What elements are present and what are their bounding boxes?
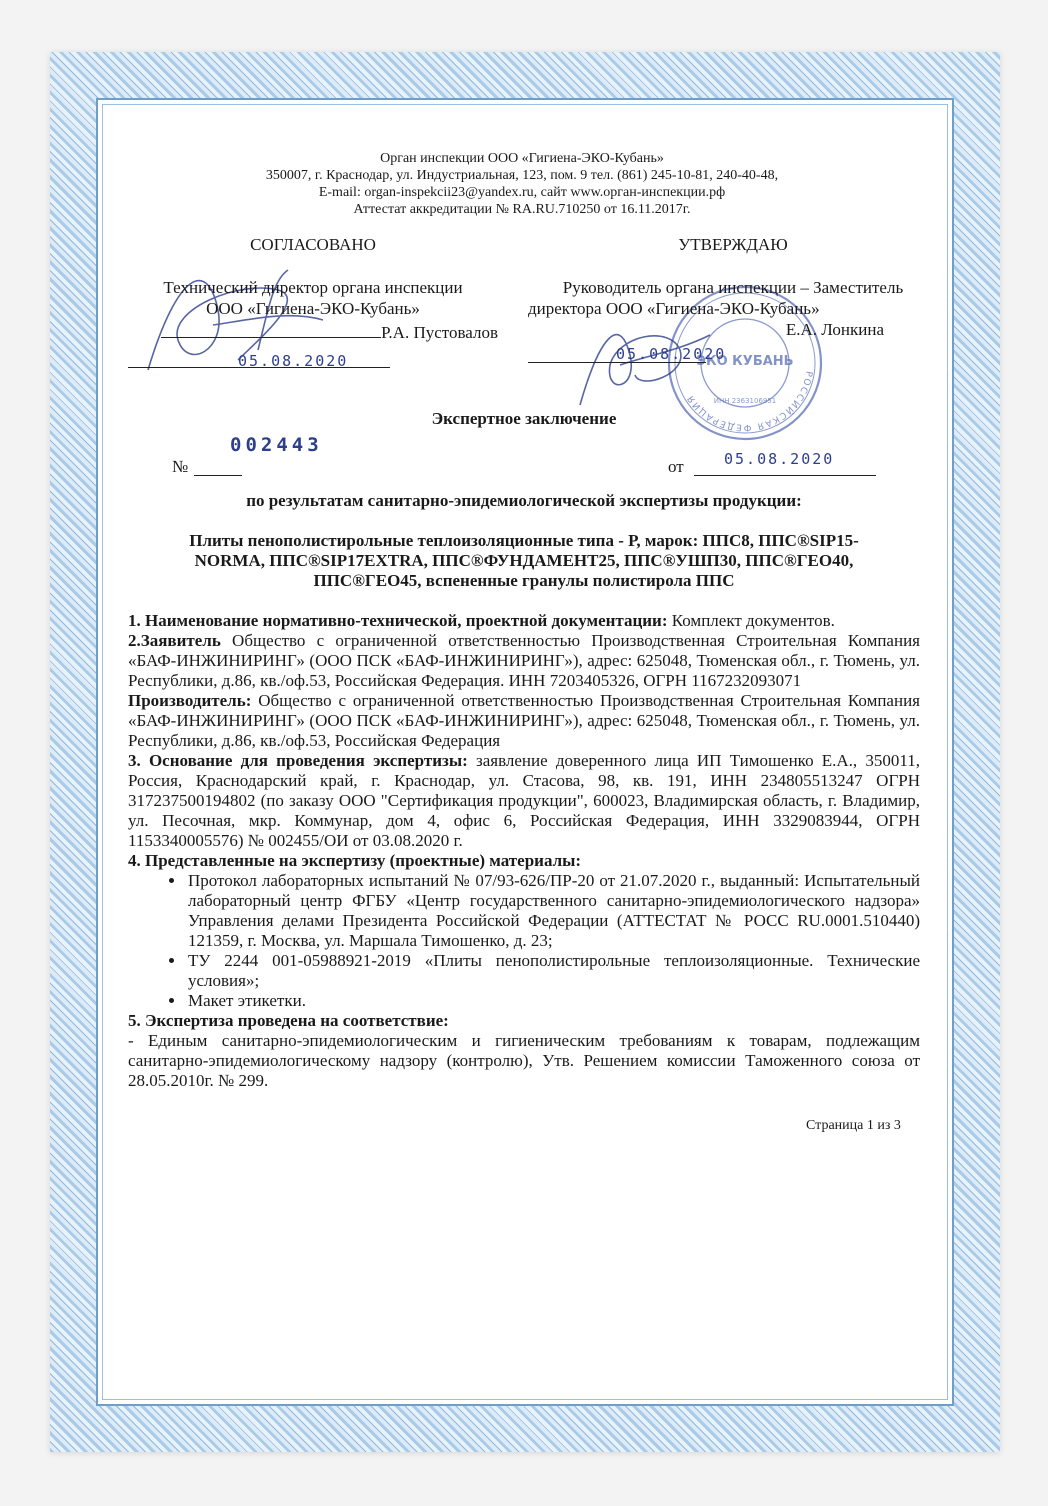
approval-left-heading: СОГЛАСОВАНО: [250, 235, 376, 254]
approval-right-position2: директора ООО «Гигиена-ЭКО-Кубань»: [528, 299, 820, 318]
document-date: 05.08.2020: [724, 450, 835, 468]
section-5-text: - Единым санитарно-эпидемиологическим и гигиеническим требованиям к товарам, подлежащим санитарно-эпидемиологическому надзору (контролю), Утв. Решением комиссии Таможенного союза от 28.05.2010г. № 299.: [128, 1031, 920, 1090]
approval-right-name: Е.А. Лонкина: [785, 320, 884, 339]
section-5-heading: 5. Экспертиза проведена на соответствие:: [128, 1011, 449, 1030]
product-line-1: Плиты пенополистирольные теплоизоляционные типа - Р, марок: ППС8, ППС®SIP15-: [189, 531, 859, 550]
approval-right-heading: УТВЕРЖДАЮ: [678, 235, 788, 254]
document-body: [128, 611, 920, 1091]
approval-left-position1: Технический директор органа инспекции: [163, 278, 463, 297]
product-line-3: ППС®ГЕО45, вспененные гранулы полистирола ППС: [313, 571, 735, 590]
seal-arc-text: РОССИЙСКАЯ ФЕДЕРАЦИЯ: [685, 370, 814, 433]
approval-right-position1: Руководитель органа инспекции – Заместитель: [562, 278, 904, 297]
product-line-2: NORMA, ППС®SIP17EXTRA, ППС®ФУНДАМЕНТ25, ППС®УШП30, ППС®ГЕО40,: [194, 551, 854, 570]
approval-left-date: 05.08.2020: [238, 352, 349, 370]
materials-list: [128, 871, 920, 1011]
section-2: 2.Заявитель Общество с ограниченной ответственностью Производственная Строительная Компания «БАФ-ИНЖИНИРИНГ» (ООО ПСК «БАФ-ИНЖИНИРИНГ»), адрес: 625048, Тюменская обл., г. Тюмень, ул. Республики, д.86, кв./оф.53, Российская Федерация. ИНН 7203405326, ОГРН 1167232093071: [128, 631, 920, 690]
approval-right: [528, 234, 938, 368]
section-1: 1. Наименование нормативно-технической, проектной документации: Комплект документов.: [128, 611, 835, 630]
list-item: • Протокол лабораторных испытаний № 07/93-626/ПР-20 от 21.07.2020 г., выданный: Испытательный лабораторный центр ФГБУ «Центр государственного санитарно-эпидемиологического надзора» Управления делами Президента Российской Федерации (АТТЕСТАТ № РОСС RU.0001.510440) 121359, г. Москва, ул. Маршала Тимошенко, д. 23;: [186, 871, 920, 951]
seal-inn-text: ИНН 2363106951: [713, 397, 777, 405]
approval-left: [128, 234, 498, 373]
document-subtitle: по результатам санитарно-эпидемиологической экспертизы продукции:: [246, 491, 802, 510]
list-item: • ТУ 2244 001-05988921-2019 «Плиты пенополистирольные теплоизоляционные. Технические условия»;: [186, 951, 920, 991]
letterhead-accreditation: Аттестат аккредитации № RA.RU.710250 от 16.11.2017г.: [353, 202, 691, 217]
product-name: [128, 531, 920, 591]
list-item: • Макет этикетки.: [186, 991, 920, 1011]
number-date-row: [128, 435, 920, 477]
section-4-heading: 4. Представленные на экспертизу (проектные) материалы:: [128, 851, 582, 870]
section-3: 3. Основание для проведения экспертизы: заявление доверенного лица ИП Тимошенко Е.А., 350011, Россия, Краснодарский край, г. Краснодар, ул. Стасова, 98, кв. 191, ИНН 234805513247 ОГРН 317237500194802 (по заказу ООО "Сертификация продукции", 600023, Владимирская область, г. Владимир, ул. Песочная, мкр. Коммунар, дом 4, офис 6, Российская Федерация, ИНН 3329083944, ОГРН 1153340005576) № 002455/ОИ от 03.08.2020 г.: [128, 751, 920, 850]
approval-left-name: Р.А. Пустовалов: [381, 323, 498, 342]
letterhead: [124, 150, 920, 218]
number-label: №: [172, 457, 189, 476]
approval-left-position2: ООО «Гигиена-ЭКО-Кубань»: [206, 299, 420, 318]
approval-right-date: 05.08.2020: [616, 345, 727, 363]
letterhead-contacts: E-mail: organ-inspekcii23@yandex.ru, сайт www.орган-инспекции.рф: [318, 185, 726, 200]
section-producer: Производитель: Общество с ограниченной ответственностью Производственная Строительная Компания «БАФ-ИНЖИНИРИНГ» (ООО ПСК «БАФ-ИНЖИНИРИНГ»), адрес: 625048, Тюменская обл., г. Тюмень, ул. Республики, д.86, кв./оф.53, Российская Федерация: [128, 691, 920, 750]
document-number: 002443: [230, 434, 323, 456]
approval-block: [128, 234, 920, 389]
letterhead-org: Орган инспекции ООО «Гигиена-ЭКО-Кубань»: [380, 151, 664, 166]
document-title: Экспертное заключение: [431, 409, 617, 428]
seal-center-text: ЭКО КУБАНЬ: [696, 354, 794, 369]
date-label: от: [668, 457, 684, 476]
page-number: Страница 1 из 3: [806, 1118, 901, 1133]
letterhead-address: 350007, г. Краснодар, ул. Индустриальная, 123, пом. 9 тел. (861) 245-10-81, 240-40-48,: [265, 168, 779, 183]
